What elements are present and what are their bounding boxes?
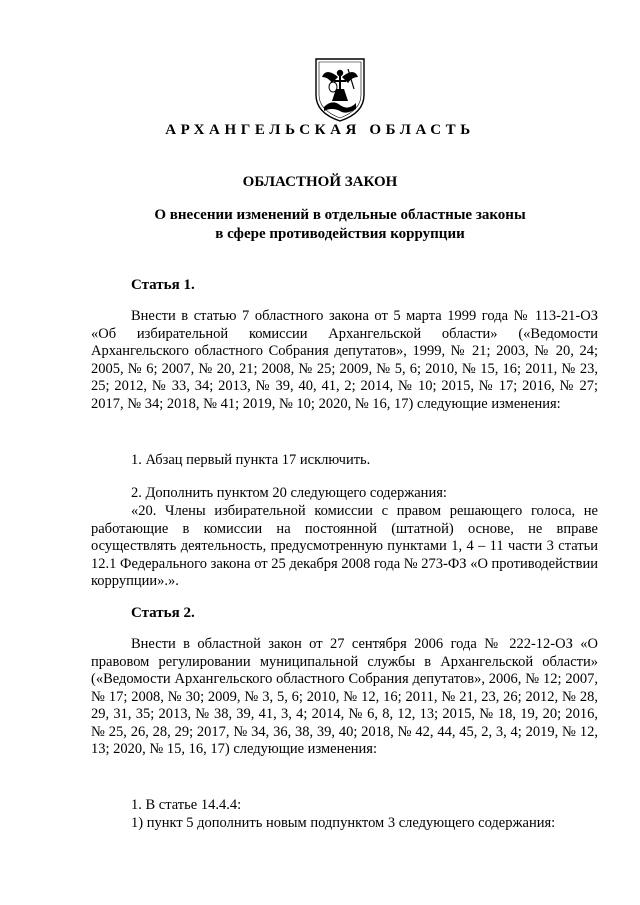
article-1-item-2: 2. Дополнить пунктом 20 следующего содержания: <box>131 485 447 501</box>
region-title: АРХАНГЕЛЬСКАЯ ОБЛАСТЬ <box>165 122 475 138</box>
article-2-heading: Статья 2. <box>131 605 195 621</box>
arkhangelsk-coat-of-arms-icon <box>310 55 370 123</box>
article-1-heading: Статья 1. <box>131 277 195 293</box>
law-title-line-2: в сфере противодействия коррупции <box>215 226 465 242</box>
article-1-intro: Внести в статью 7 областного закона от 5 марта 1999 года № 113-21-ОЗ «Об избирательной комиссии Архангельской области» («Ведомости Архангельского областного Собрания депутатов», 1999, № 21; 2003, № 20, 24; 2005, № 6; 2007, № 20, 21; 2008, № 25; 2009, № 5, 6; 2010, № 15, 16; 2011, № 23, 25; 2012, № 33, 34; 2013, № 39, 40, 41, 2; 2014, № 10; 2015, № 17; 2016, № 27; 2017, № 34; 2018, № 41; 2019, № 10; 2020, № 16, 17) следующие изменения: <box>91 308 598 412</box>
article-2-item-1: 1. В статье 14.4.4: <box>131 797 242 813</box>
law-title <box>110 206 570 244</box>
article-2-intro: Внести в областной закон от 27 сентября 2006 года № 222-12-ОЗ «О правовом регулировании муниципальной службы в Архангельской области» («Ведомости Архангельского областного Собрания депутатов», 2006, № 12; 2007, № 17; 2008, № 30; 2009, № 3, 5, 6; 2010, № 12, 16; 2011, № 21, 23, 26; 2012, № 28, 29, 31, 35; 2013, № 38, 39, 41, 3, 4; 2014, № 6, 8, 12, 13; 2015, № 18, 19, 20; 2016, № 25, 26, 28, 29; 2017, № 34, 36, 38, 39, 40; 2018, № 42, 44, 45, 2, 3, 4; 2019, № 12, 13; 2020, № 15, 16, 17) следующие изменения: <box>91 636 598 757</box>
article-1-item-1: 1. Абзац первый пункта 17 исключить. <box>131 452 371 468</box>
law-type: ОБЛАСТНОЙ ЗАКОН <box>242 174 398 190</box>
article-1-item-2-text: «20. Члены избирательной комиссии с правом решающего голоса, не работающие в комиссии на постоянной (штатной) основе, не вправе осуществлять деятельность, предусмотренную пунктами 1, 4 – 11 части 3 статьи 12.1 Федерального закона от 25 декабря 2008 года № 273-ФЗ «О противодействии коррупции».». <box>91 503 598 589</box>
law-title-line-1: О внесении изменений в отдельные областные законы <box>154 207 526 223</box>
article-2-item-1-sub: 1) пункт 5 дополнить новым подпунктом 3 следующего содержания: <box>131 815 556 831</box>
